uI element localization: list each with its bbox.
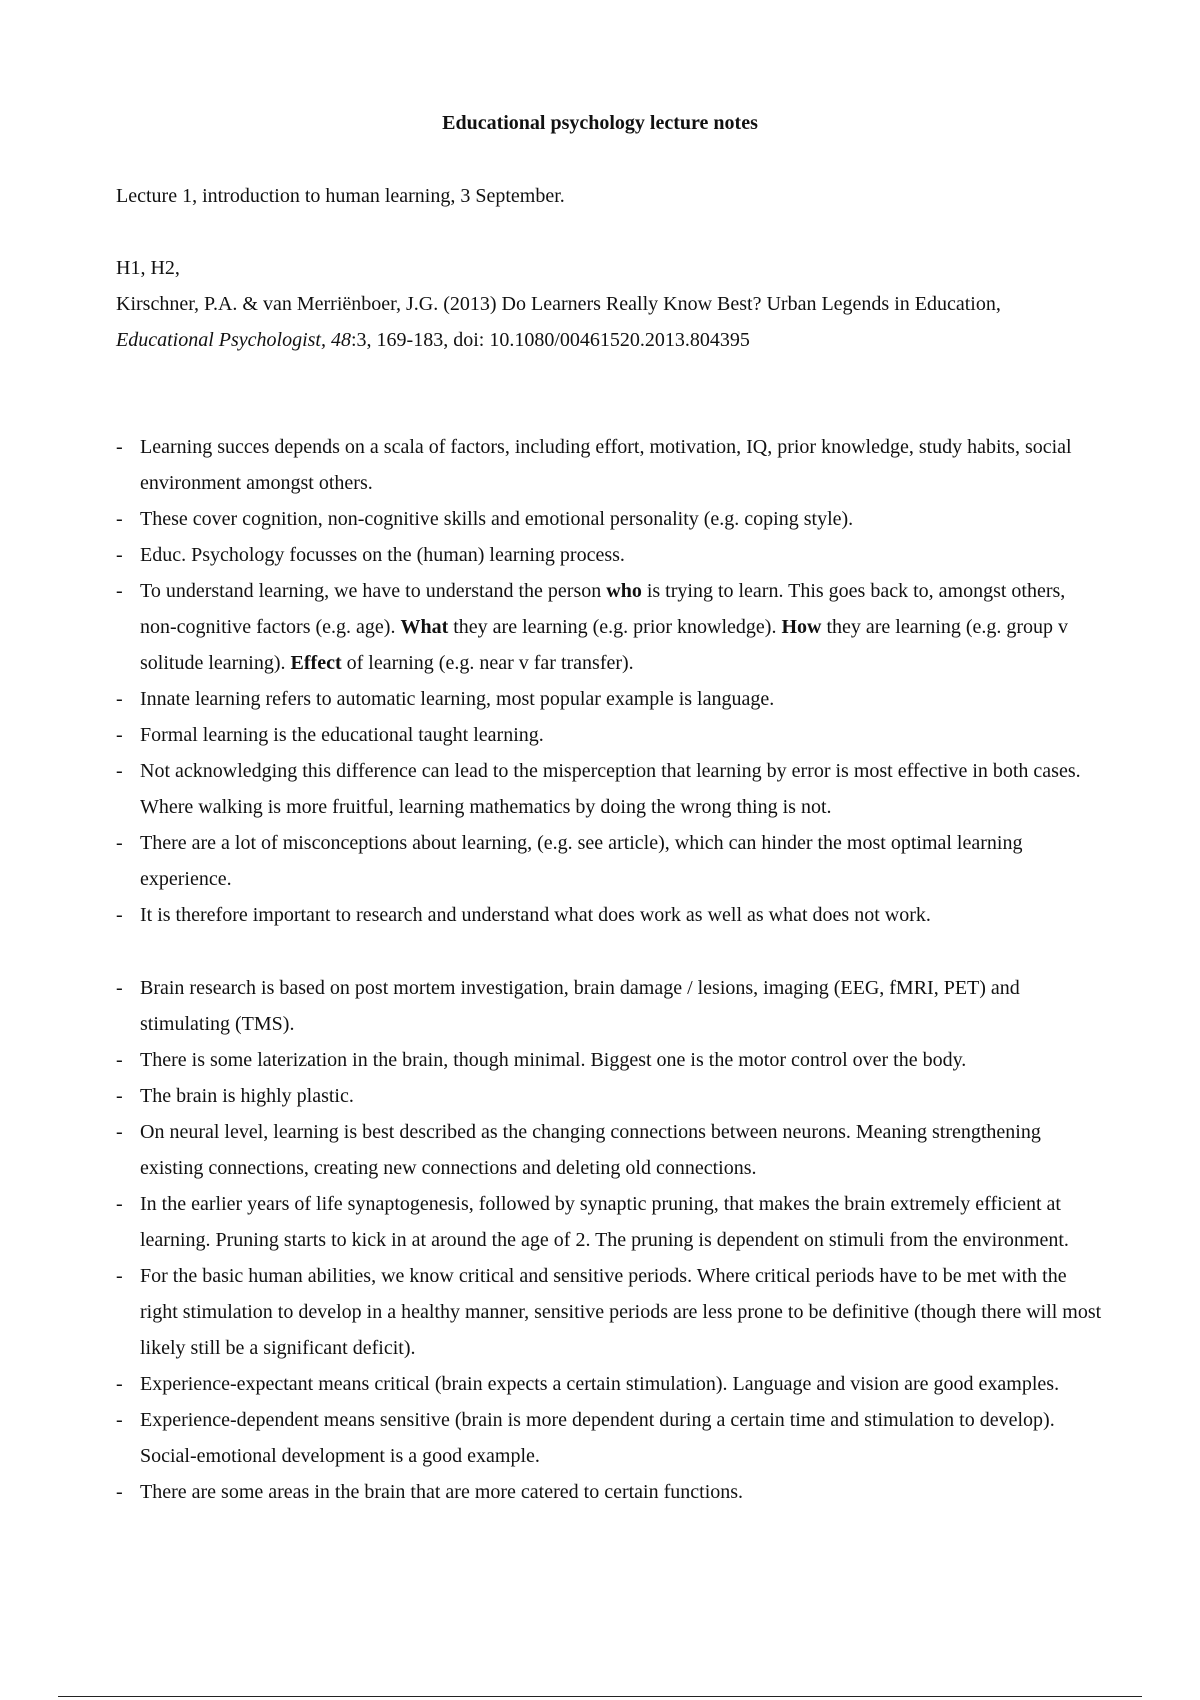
list-item-text: These cover cognition, non-cognitive skills and emotional personality (e.g. coping style). (140, 508, 854, 530)
citation-journal: Educational Psychologist, 48 (116, 329, 351, 351)
bullet-dash: - (116, 1085, 123, 1107)
document-title: Educational psychology lecture notes (442, 112, 758, 134)
list-item-text: There are some areas in the brain that are more catered to certain functions. (140, 1481, 744, 1503)
list-item-text: Experience-expectant means critical (brain expects a certain stimulation). Language and vision are good examples. (140, 1373, 1060, 1395)
bullet-dash: - (116, 760, 123, 782)
keyword-effect: Effect (290, 652, 342, 674)
list-item (116, 1258, 1106, 1366)
list-item (116, 429, 1106, 501)
list-item (116, 1078, 1106, 1114)
citation-text: Kirschner, P.A. & van Merriënboer, J.G. (2013) Do Learners Really Know Best? Urban Legends in Education, (116, 293, 1001, 315)
list-item-text: On neural level, learning is best described as the changing connections between neurons. Meaning strengthening existing connections, creating new connections and deleting old connections. (140, 1121, 1041, 1179)
text-segment: they are learning (e.g. prior knowledge). (448, 616, 782, 638)
list-item-text: Innate learning refers to automatic learning, most popular example is language. (140, 688, 775, 710)
list-item-text: For the basic human abilities, we know critical and sensitive periods. Where critical periods have to be met with the right stimulation to develop in a healthy manner, sensitive periods are less prone to be definitive (though there will most likely still be a significant deficit). (140, 1265, 1102, 1359)
bullet-dash: - (116, 580, 123, 602)
list-item-text: Learning succes depends on a scala of factors, including effort, motivation, IQ, prior knowledge, study habits, social environment amongst others. (140, 436, 1072, 494)
list-item-text: Educ. Psychology focusses on the (human) learning process. (140, 544, 625, 566)
bullet-dash: - (116, 544, 123, 566)
list-item-text: It is therefore important to research and understand what does work as well as what does not work. (140, 904, 931, 926)
list-item-text: Experience-dependent means sensitive (brain is more dependent during a certain time and stimulation to develop). Social-emotional development is a good example. (140, 1409, 1055, 1467)
list-item (116, 753, 1106, 825)
list-item (116, 1186, 1106, 1258)
bullet-dash: - (116, 1409, 123, 1431)
list-item-text (140, 580, 1068, 674)
bullet-dash: - (116, 1265, 123, 1287)
bullet-dash: - (116, 1121, 123, 1143)
bullet-dash: - (116, 977, 123, 999)
brain-notes-list (116, 970, 1106, 1510)
list-item-text: Formal learning is the educational taught learning. (140, 724, 544, 746)
bullet-dash: - (116, 1373, 123, 1395)
bullet-dash: - (116, 904, 123, 926)
list-item-text: There is some laterization in the brain, though minimal. Biggest one is the motor control over the body. (140, 1049, 967, 1071)
list-item-text: In the earlier years of life synaptogenesis, followed by synaptic pruning, that makes the brain extremely efficient at learning. Pruning starts to kick in at around the age of 2. The pruning is dependent on stimuli from the environment. (140, 1193, 1069, 1251)
text-segment: is trying to learn. This goes back to, amongst others, non-cognitive factors (e.g. age). (140, 580, 1066, 638)
bullet-dash: - (116, 508, 123, 530)
lecture-heading: Lecture 1, introduction to human learning, 3 September. (116, 185, 565, 207)
list-item-text: Not acknowledging this difference can lead to the misperception that learning by error is most effective in both cases. Where walking is more fruitful, learning mathematics by doing the wrong thing is not. (140, 760, 1081, 818)
list-item (116, 897, 1106, 933)
bullet-dash: - (116, 1193, 123, 1215)
list-item (116, 681, 1106, 717)
list-item (116, 573, 1106, 681)
keyword-who: who (606, 580, 642, 602)
keyword-what: What (400, 616, 449, 638)
page-bottom-divider (58, 1696, 1142, 1697)
list-item (116, 1114, 1106, 1186)
bullet-dash: - (116, 688, 123, 710)
list-item (116, 970, 1106, 1042)
keyword-how: How (781, 616, 822, 638)
bullet-dash: - (116, 1481, 123, 1503)
bullet-dash: - (116, 1049, 123, 1071)
list-item (116, 1042, 1106, 1078)
text-segment: of learning (e.g. near v far transfer). (341, 652, 634, 674)
text-segment: To understand learning, we have to understand the person (140, 580, 607, 602)
list-item (116, 1474, 1106, 1510)
list-item (116, 1366, 1106, 1402)
list-item (116, 501, 1106, 537)
list-item (116, 825, 1106, 897)
text-segment: they are learning (e.g. group v solitude learning). (140, 616, 1069, 674)
learning-notes-list (116, 429, 1106, 933)
list-item-text: There are a lot of misconceptions about learning, (e.g. see article), which can hinder the most optimal learning experience. (140, 832, 1023, 890)
reading-chapters: H1, H2, (116, 257, 180, 279)
list-item (116, 1402, 1106, 1474)
list-item-text: The brain is highly plastic. (140, 1085, 354, 1107)
list-item (116, 717, 1106, 753)
bullet-dash: - (116, 832, 123, 854)
citation-doi: :3, 169-183, doi: 10.1080/00461520.2013.804395 (350, 329, 750, 351)
list-item (116, 537, 1106, 573)
list-item-text: Brain research is based on post mortem investigation, brain damage / lesions, imaging (EEG, fMRI, PET) and stimulating (TMS). (140, 977, 1020, 1035)
reading-references (116, 250, 1096, 358)
bullet-dash: - (116, 436, 123, 458)
reading-citation (116, 286, 1096, 358)
bullet-dash: - (116, 724, 123, 746)
